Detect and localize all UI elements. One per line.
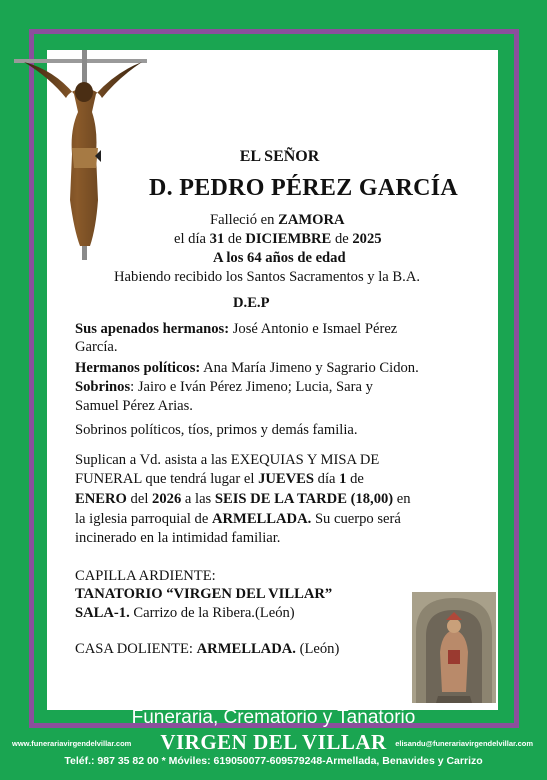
- siblings-line-2: García.: [75, 339, 118, 355]
- footer-brand-row: [0, 730, 547, 754]
- tanatorio-name: TANATORIO “VIRGEN DEL VILLAR”: [75, 586, 333, 602]
- nephews-line: Sobrinos: Jairo e Iván Pérez Jimeno; Lucia, Sara y: [75, 379, 373, 395]
- funeral-line-1: Suplican a Vd. asista a las EXEQUIAS Y MISA DE: [75, 452, 380, 468]
- funeral-line-3: ENERO del 2026 a las SEIS DE LA TARDE (18,00) en: [75, 491, 411, 507]
- virgin-image: [412, 592, 496, 703]
- phone-line: Teléf.: 987 35 82 00 * Móviles: 619050077-609579248-Armellada, Benavides y Carrizo: [64, 755, 483, 767]
- funeral-line-2: FUNERAL que tendrá lugar el JUEVES día 1 de: [75, 471, 364, 487]
- age-line: A los 64 años de edad: [213, 250, 346, 266]
- brand-name: VIRGEN DEL VILLAR: [160, 730, 387, 754]
- funeral-line-4: la iglesia parroquial de ARMELLADA. Su cuerpo será: [75, 511, 401, 527]
- death-place-line: Falleció en ZAMORA: [210, 212, 345, 228]
- house-line: CASA DOLIENTE: ARMELLADA. (León): [75, 641, 340, 657]
- email-link[interactable]: elisandu@funerariavirgendelvillar.com: [395, 739, 533, 748]
- website-link[interactable]: www.funerariavirgendelvillar.com: [12, 739, 132, 748]
- honorific: EL SEÑOR: [239, 148, 320, 165]
- sala-line: SALA-1. Carrizo de la Ribera.(León): [75, 605, 295, 621]
- death-date-line: el día 31 de DICIEMBRE de 2025: [174, 231, 382, 247]
- deceased-name: D. PEDRO PÉREZ GARCÍA: [149, 175, 458, 201]
- chapel-label: CAPILLA ARDIENTE:: [75, 568, 216, 584]
- funeral-line-5: incinerado en la intimidad familiar.: [75, 530, 281, 546]
- inlaws-line: Hermanos políticos: Ana María Jimeno y Sagrario Cidon.: [75, 360, 419, 376]
- nephews-line-2: Samuel Pérez Arias.: [75, 398, 193, 414]
- services-title: Funeraria, Crematorio y Tanatorio: [131, 707, 416, 728]
- siblings-line: Sus apenados hermanos: José Antonio e Ismael Pérez: [75, 321, 398, 337]
- sacraments-line: Habiendo recibido los Santos Sacramentos y la B.A.: [114, 269, 421, 285]
- other-family-line: Sobrinos políticos, tíos, primos y demás familia.: [75, 422, 358, 438]
- dep-text: D.E.P: [233, 295, 270, 311]
